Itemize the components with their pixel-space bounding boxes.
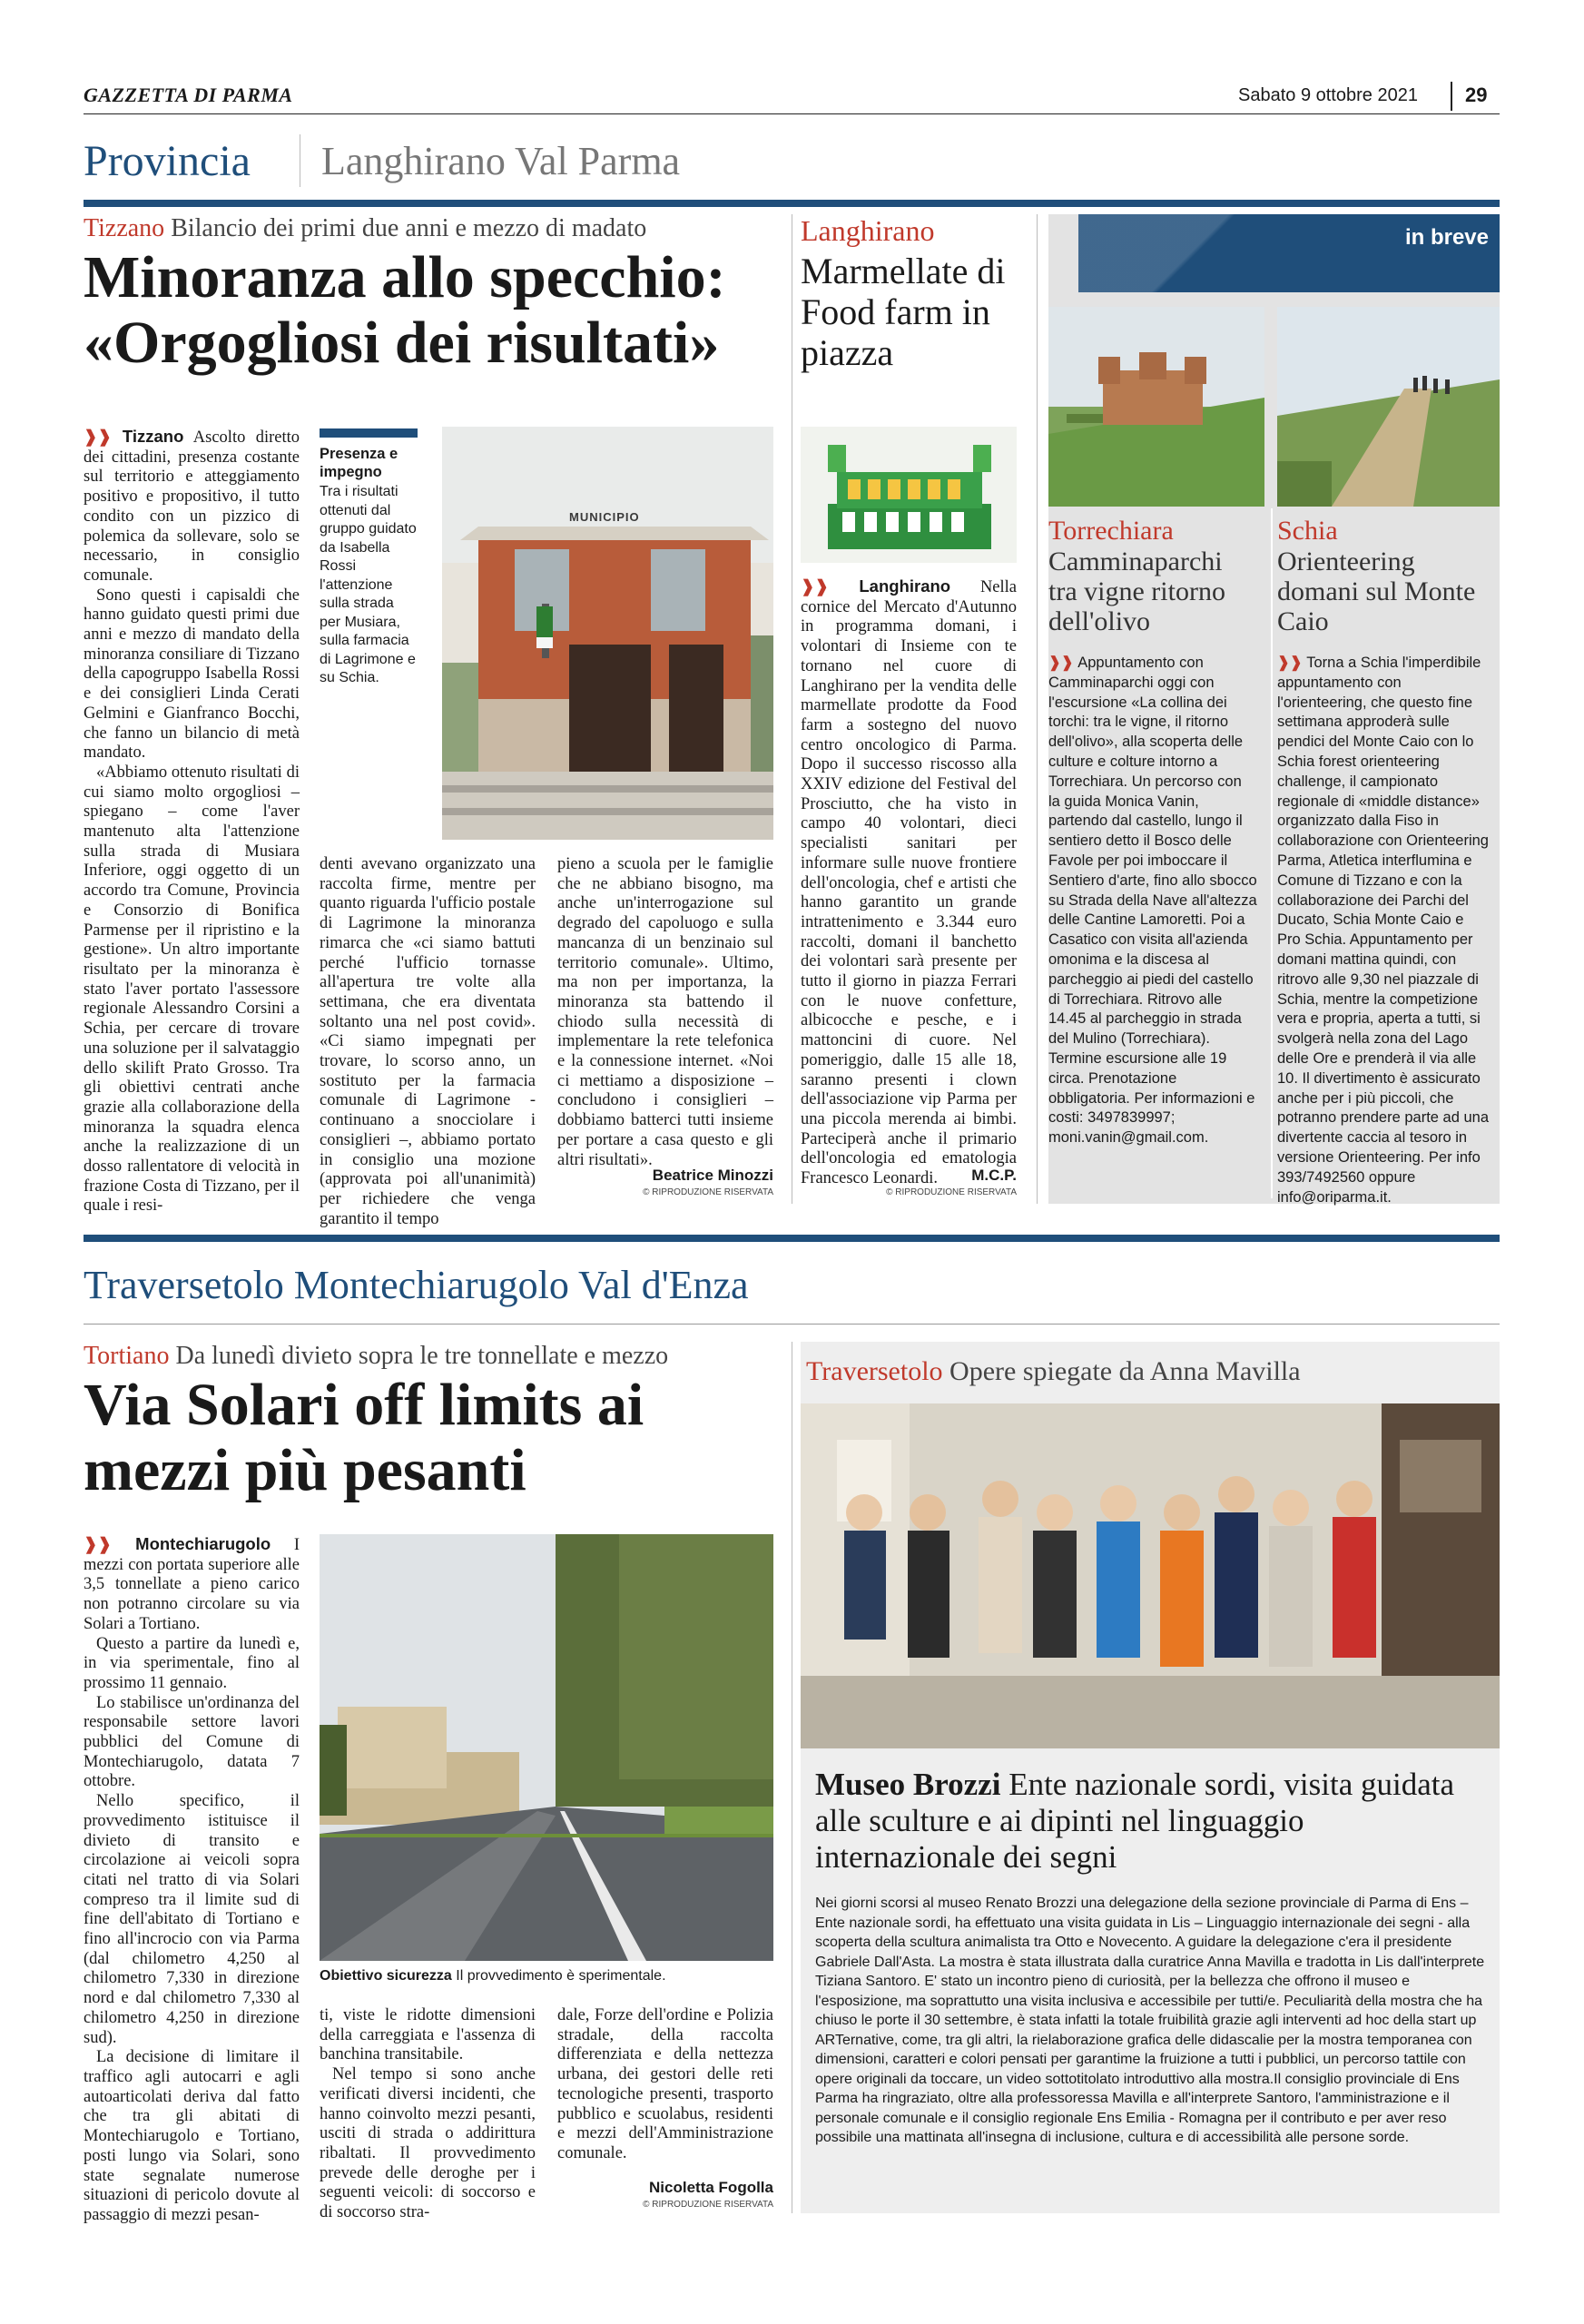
article-column-2: [320, 2006, 536, 2223]
article-column-1: [84, 1534, 300, 2226]
paragraph: ti, viste le ridotte dimensioni della carreggiata e l'assenza di banchina transitabile.: [320, 2006, 536, 2064]
inbreve-header-tab: [1078, 214, 1314, 292]
paragraph: Lo stabilisce un'ordinanza del responsabile settore lavori pubblici del Comune di Montechiarugolo, datata 7 ottobre.: [84, 1693, 300, 1791]
paragraph: La decisione di limitare il traffico agli autocarri e agli autoarticolati deriva dal fatto che tra gli abitati di Montechiarugolo e Tortiano, posti lungo via Solari, sono state segnalate numerose situazioni di pericolo dovute al passaggio di mezzi pesan-: [84, 2048, 300, 2224]
text: I mezzi con portata superiore alle 3,5 tonnellate a pieno carico non potranno circolare su via Solari a Tortiano.: [84, 1536, 300, 1633]
headline-bold: Museo Brozzi: [815, 1767, 1001, 1802]
issue-date: Sabato 9 ottobre 2021: [1238, 85, 1418, 105]
section-rule: [84, 200, 1500, 207]
article-body: ❱❱ Langhirano Nella cornice del Mercato d'Autunno in programma domani, i volontari di Insieme con te tornano nel cuore di Langhirano per la vendita delle marmellate prodotte da Food farm a sostegno del nuovo centro oncologico di Parma. Dopo il successo riscosso alla XXIV edizione del Festival del Prosciutto, che ha visto in campo 40 volontari, dieci specialisti sanitari per informare sulle nuove frontiere dell'oncologia, chef e artisti che hanno garantito un grande intrattenimento e 3.344 euro raccolti, domani il banchetto dei volontari sarà presente per tutto il giorno in piazza Ferrari con le nuove confetture, albicocche e pesche, e i mattoncini di cuore. Nel pomeriggio, dalle 15 alle 18, saranno presenti i clown dell'associazione vip Parma per una piccola merenda ai bimbi. Parteciperà anche il primario dell'oncologia ed ematologia Francesco Leonardi.: [801, 576, 1017, 1188]
section-rule: [84, 1235, 1500, 1242]
brief-kicker: Schia: [1277, 516, 1338, 546]
text: Torna a Schia l'imperdibile appuntamento con l'orienteering, che questo fine settimana approderà sulle pendici del Monte Caio con lo Schia forest orienteering challenge, il campionato regionale di «middle distance» organizzato dalla Fiso in collaborazione con Orienteering Parma, Atletica interflumina e Comune di Tizzano e con la collaborazione dei Parchi del Ducato, Schia Monte Caio e Pro Schia. Appuntamento per domani mattina quindi, con ritrovo alle 9,30 nel piazzale di Schia, mentre la competizione vera e propria, aperta a tutti, si svolgerà nella zona del Lago delle Ore e prenderà il via alle 10. Il divertimento è assicurato anche per i più piccoli, che potranno prendere parte ad una divertente caccia al tesoro in versione Orienteering. Per info 393/7492560 oppure info@oriparma.it.: [1277, 655, 1490, 1206]
municipio-photo-art: [442, 427, 773, 840]
byline: M.C.P.: [971, 1167, 1017, 1184]
road-photo-art: [320, 1534, 773, 1961]
caption-bold: Obiettivo sicurezza: [320, 1968, 452, 1984]
copyright: © RIPRODUZIONE RISERVATA: [643, 2200, 773, 2210]
article-column-1: [84, 427, 300, 1216]
paragraph: ❱❱ Tizzano Ascolto diretto dei cittadini, presenza costante sul territorio e atteggiamento positivo e propositivo, il tutto condito con un pizzico di polemica da sollevare, solo se necessario, in consiglio comunale.: [84, 427, 300, 585]
sidebar-rule: [320, 428, 418, 438]
torrechiara-photo: [1048, 307, 1264, 507]
inbreve-divider: [1271, 508, 1273, 1198]
municipio-photo: [442, 427, 773, 840]
lead-place: Langhirano: [859, 576, 951, 596]
hikers-photo-art: [1277, 307, 1500, 507]
group-photo: [801, 1403, 1500, 1748]
masthead-rule: [84, 113, 1500, 114]
schia-photo: [1277, 307, 1500, 507]
paragraph: Questo a partire da lunedì e, in via sperimentale, fino al prossimo 11 gennaio.: [84, 1634, 300, 1692]
paragraph: Nel tempo si sono anche verificati diversi incidenti, che hanno coinvolto mezzi pesanti, usciti di strada o addirittura ribaltati. Il provvedimento prevede delle deroghe per i seguenti veicoli: di soccorso e di soccorso stra-: [320, 2065, 536, 2222]
caption-text: Il provvedimento è sperimentale.: [456, 1968, 666, 1984]
article-column-2: denti avevano organizzato una raccolta firme, mentre per quanto riguarda l'ufficio postale di Lagrimone la minoranza rimarca che «ci siamo battuti perché l'ufficio tornasse all'apertura tre volte alla settimana, che era diventata soltanto una nel post covid». «Ci siamo impegnati per trovare, lo scorso anno, un sostituto per la farmacia comunale di Lagrimone - continuano a snocciolare i consiglieri –, abbiamo portato in consiglio una mozione (approvata poi all'unanimità) per richiedere che venga garantito il tempo: [320, 855, 536, 1228]
jam-photo-art: [801, 427, 1017, 563]
newspaper-name: GAZZETTA DI PARMA: [84, 84, 293, 106]
kicker-text: Bilancio dei primi due anni e mezzo di madato: [171, 214, 647, 242]
lead-place: Tizzano: [122, 427, 184, 446]
paragraph: Sono questi i capisaldi che hanno guidato questi primi due anni e mezzo di mandato della minoranza consiliare di Tizzano della capogruppo Isabella Rossi e dei consiglieri Linda Cerati Gelmini e Gianfranco Bocchi, che fanno un bilancio di metà mandato.: [84, 586, 300, 763]
brief-kicker: Torrechiara: [1048, 516, 1174, 546]
headline: Via Solari off limits ai mezzi più pesanti: [84, 1372, 644, 1503]
article-kicker: [806, 1356, 1301, 1387]
column-divider: [1037, 214, 1038, 1204]
byline: Nicoletta Fogolla: [649, 2179, 773, 2196]
article-column-3: dale, Forze dell'ordine e Polizia stradale, della raccolta differenziata e della nettezza urbana, dei gestori delle reti tecnologiche presenti, trasporto pubblico e scuolabus, residenti e mezzi dell'Amministrazione comunale.: [557, 2006, 773, 2162]
municipio-sign: MUNICIPIO: [569, 510, 640, 524]
paragraph: Nello specifico, il provvedimento istituisce il divieto di transito e circolazione ai veicoli sopra citati nel tratto di via Solari compreso tra il limite sud di fine dell'abitato di Tortiano e fino all'incrocio con via Parma (dal chilometro 4,250 al chilometro 7,330 in direzione nord e dal chilometro 7,330 al chilometro 4,250 in direzione sud).: [84, 1792, 300, 2047]
kicker-place: Tizzano: [84, 214, 165, 242]
brief-body: ❱❱ Appuntamento con Camminaparchi oggi con l'escursione «La collina dei torchi: tra le vigne, il ritorno dell'olivo», alla scoperta delle culture e colture intorno a Torrechiara. Un percorso con la guida Monica Vanin, partendo dal castello, lungo il sentiero detto il Bosco delle Favole per poi imboccare il Sentiero d'arte, fino allo sbocco su Strada della Nave all'altezza delle Cantine Lamoretti. Poi a Casatico con visita all'azienda omonima e la discesa al parcheggio ai piedi del castello di Torrechiara. Ritrovo alle 14.45 al parcheggio in strada del Mulino (Torrechiara). Termine escursione alle 19 circa. Prenotazione obbligatoria. Per informazioni e costi: 3497839997; moni.vanin@gmail.com.: [1048, 655, 1257, 1147]
brief-headline: Orienteering domani sul Monte Caio: [1277, 547, 1476, 636]
headline: Marmellate di Food farm in piazza: [801, 251, 1006, 373]
inbreve-label: in breve: [1404, 225, 1489, 250]
kicker-place: Traversetolo: [806, 1356, 943, 1386]
brief-headline: Camminaparchi tra vigne ritorno dell'olivo: [1048, 547, 1225, 636]
headline: Minoranza allo specchio: «Orgogliosi dei risultati»: [84, 244, 726, 376]
castle-photo-art: [1048, 307, 1264, 507]
group-photo-art: [801, 1403, 1500, 1748]
paragraph: «Abbiamo ottenuto risultati di cui siamo molto orgogliosi – spiegano – come l'aver mantenuto alta l'attenzione sulla strada di Musiara Inferiore, oggi oggetto di un accordo tra Comune, Provincia e Consorzio di Bonifica Parmense per il ripristino e la gestione». Un altro importante risultato per la minoranza è stato l'aver portato l'assessore regionale Alessandro Corsini a Schia, per cercare di trovare una soluzione per il salvataggio dello skilift Prato Grosso. Tra gli obiettivi centrati anche grazie alla collaborazione della minoranza la squadra elenca anche la realizzazione di un dosso rallentatore di velocità in frazione Costa di Tizzano, per il quale i resi-: [84, 763, 300, 1216]
kicker-text: Opere spiegate da Anna Mavilla: [949, 1356, 1301, 1386]
paragraph: ❱❱ Montechiarugolo I mezzi con portata superiore alle 3,5 tonnellate a pieno carico non potranno circolare su via Solari a Tortiano.: [84, 1534, 300, 1633]
page-number-divider: [1451, 82, 1452, 111]
road-photo: [320, 1534, 773, 1961]
photo-caption: [320, 1968, 773, 1984]
brief-body: ❱❱ Torna a Schia l'imperdibile appuntamento con l'orienteering, che questo fine settimana approderà sulle pendici del Monte Caio con lo Schia forest orienteering challenge, il campionato regionale di «middle distance» organizzato dalla Fiso in collaborazione con Orienteering Parma, Atletica interflumina e Comune di Tizzano e con la collaborazione dei Parchi del Ducato, Schia Monte Caio e Pro Schia. Appuntamento per domani mattina quindi, con ritrovo alle 9,30 nel piazzale di Schia, mentre la competizione vera e propria, aperta a tutti, si svolgerà nella zona del Lago delle Ore e prenderà il via alle 10. Il divertimento è assicurato anche per i più piccoli, che potranno prendere parte ad una divertente caccia al tesoro in versione Orienteering. Per info 393/7492560 oppure info@oriparma.it.: [1277, 655, 1490, 1206]
article-body: Nei giorni scorsi al museo Renato Brozzi una delegazione della sezione provinciale di Parma di Ens – Ente nazionale sordi, ha effettuato una visita guidata in Lis – Linguaggio internazionale dei segni - alla scoperta della scultura animalista tra Otto e Novecento. A guidare la delegazione c'era il presidente Gabriele Dall'Asta. La mostra è stata illustrata dalla curatrice Anna Mavilla e tradotta in Lis dall'interprete Tiziana Santoro. E' stato un incontro pieno di curiosità, per la bellezza che offrono il museo e l'esposizione, ma soprattutto una visita inclusiva e accessibile per tutti/e. Peculiarità della mostra che ha chiuso le porte il 30 settembre, è stata infatti la totale fruibilità grazie agli interventi ad hoc della start up ARTernative, come, tra gli altri, la rielaborazione grafica delle didascalie per la mostra temporanea con dimensioni, caratteri e colori pensati per garantime la fruizione a tutti i pubblici, un percorso tattile con opere originali da toccare, un video sottotitolato introduttivo alla mostra.Il consiglio provinciale di Ens Parma ha ringraziato, oltre alla professoressa Mavilla e all'interprete Santoro, l'amministrazione e il personale comunale e il consiglio regionale Ens Emilia - Romagna per il contributo e per aver reso possibile una mattinata all'insegna di inclusione, cultura e di accessibilità alle persone sorde.: [815, 1896, 1485, 2145]
article-column-3: pieno a scuola per le famiglie che ne abbiano bisogno, ma anche un'interrogazione sul degrado del capoluogo e sulla mancanza di un benzinaio sul territorio comunale». Ultimo, ma non per importanza, la minoranza sta battendo il chiodo sulla necessità di implementare la rete telefonica e la connessione internet. «Noi ci mettiamo a disposizione – concludono i consiglieri – dobbiamo batterci tutti insieme per portare a casa questo e gli altri risultati».: [557, 855, 773, 1169]
jam-photo: [801, 427, 1017, 563]
article-kicker: [84, 1342, 668, 1371]
section-title: Provincia: [84, 137, 251, 185]
kicker-place: Tortiano: [84, 1342, 170, 1370]
copyright: © RIPRODUZIONE RISERVATA: [886, 1187, 1017, 1197]
byline: Beatrice Minozzi: [652, 1167, 773, 1184]
copyright: © RIPRODUZIONE RISERVATA: [643, 1187, 773, 1197]
text: Nella cornice del Mercato d'Autunno in programma domani, i volontari di Insieme con te tornano nel cuore di Langhirano per la vendita delle marmellate prodotte da Food farm a sostegno del nuovo centro oncologico di Parma. Dopo il successo riscosso alla XXIV edizione del Festival del Prosciutto, che ha visto in campo 40 volontari, dieci specialisti sanitari per informare sulle nuove frontiere dell'oncologia, chef e artisti che hanno garantito un grande intrattenimento e 3.344 euro raccolti, domani il banchetto dei volontari sarà presente per tutto il giorno in piazza Ferrari con le nuove confetture, albicocche e pesche, e i mattoncini di cuore. Nel pomeriggio, dalle 15 alle 18, saranno presenti i clown dell'associazione vip Parma per una piccola merenda ai bimbi. Parteciperà anche il primario dell'oncologia ed ematologia Francesco Leonardi.: [801, 578, 1017, 1188]
kicker-text: Da lunedì divieto sopra le tre tonnellate e mezzo: [175, 1342, 669, 1370]
text: Appuntamento con Camminaparchi oggi con l'escursione «La collina dei torchi: tra le vigne, il ritorno dell'olivo», alla scoperta delle culture e colture intorno a Torrechiara. Un percorso con la guida Monica Vanin, partendo dal castello, lungo il sentiero detto il Bosco delle Favole per poi imboccare il Sentiero d'arte, fino allo sbocco su Strada della Nave all'altezza delle Cantine Lamoretti. Poi a Casatico con visita all'azienda omonima e la discesa al parcheggio ai piedi del castello di Torrechiara. Ritrovo alle 14.45 al parcheggio in strada del Mulino (Torrechiara). Termine escursione alle 19 circa. Prenotazione obbligatoria. Per informazioni e costi: 3497839997; moni.vanin@gmail.com.: [1048, 655, 1257, 1147]
section-subtitle: Langhirano Val Parma: [321, 139, 681, 183]
article-kicker: Langhirano: [801, 214, 935, 247]
headline-text: Ente nazionale sordi, visita guidata alle sculture e ai dipinti nel linguaggio internazionale dei segni: [815, 1767, 1455, 1875]
section-title: Traversetolo Montechiarugolo Val d'Enza: [84, 1263, 749, 1307]
headline: [815, 1767, 1487, 1876]
article-kicker: [84, 214, 646, 243]
sidebar-title: Presenza e impegno: [320, 446, 398, 480]
lead-place: Montechiarugolo: [135, 1534, 271, 1553]
text: Ascolto diretto dei cittadini, presenza costante sul territorio e atteggiamento positivo e propositivo, il tutto condito con un pizzico di polemica da sollevare, solo se necessario, in consiglio comunale.: [84, 428, 300, 585]
page-number: 29: [1465, 84, 1488, 106]
sidebar-text: Tra i risultati ottenuti dal gruppo guidato da Isabella Rossi l'attenzione sulla strada per Musiara, sulla farmacia di Lagrimone e su Schia.: [320, 484, 417, 685]
